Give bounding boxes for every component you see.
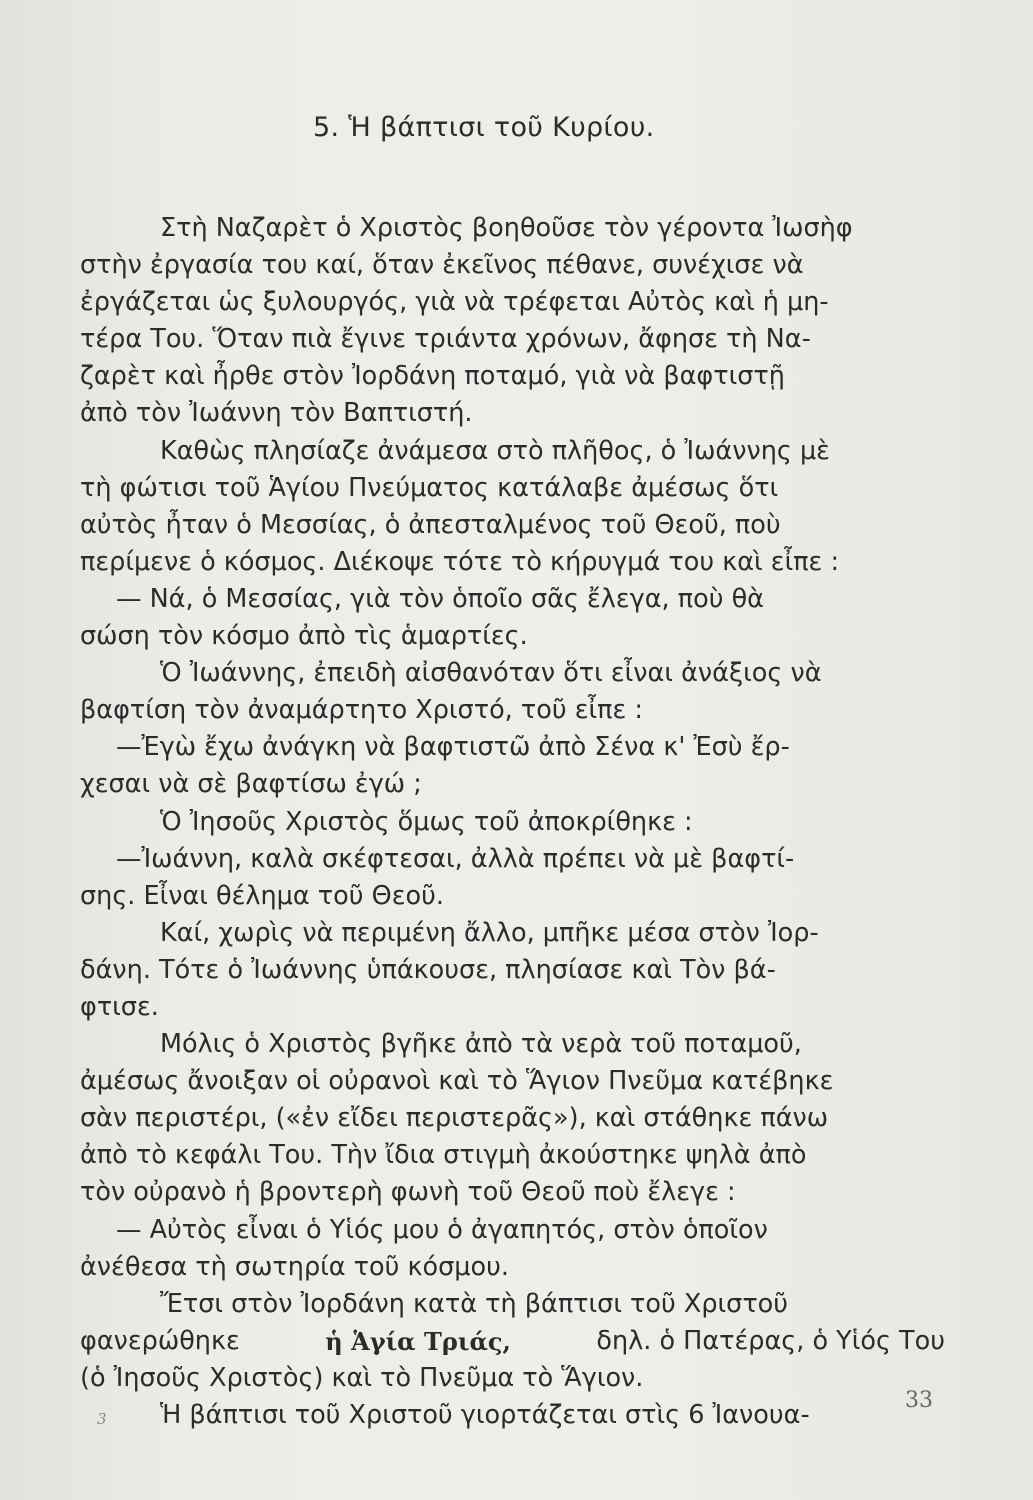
text-line: σώση τὸν κόσμο ἀπὸ τὶς ἁμαρτίες.	[80, 621, 528, 652]
text-line: τὸν οὐρανὸ ἡ βροντερὴ φωνὴ τοῦ Θεοῦ ποὺ ἔλεγε :	[80, 1177, 736, 1208]
text-line: βαφτίση τὸν ἀναμάρτητο Χριστό, τοῦ εἶπε :	[80, 695, 643, 726]
text-line: Στὴ Ναζαρὲτ ὁ Χριστὸς βοηθοῦσε τὸν γέροντα Ἰωσὴφ	[160, 213, 853, 243]
text-line: Ἡ βάπτισι τοῦ Χριστοῦ γιορτάζεται στὶς 6 Ἰανουα-	[160, 1400, 810, 1430]
text-line: ζαρὲτ καὶ ἦρθε στὸν Ἰορδάνη ποταμό, γιὰ νὰ βαφτιστῇ	[80, 361, 785, 392]
text-line: περίμενε ὁ κόσμος. Διέκοψε τότε τὸ κήρυγμά του καὶ εἶπε :	[80, 546, 840, 577]
text-line: — Νά, ὁ Μεσσίας, γιὰ τὸν ὁποῖο σᾶς ἔλεγα, ποὺ θὰ	[116, 583, 764, 614]
body-text	[80, 210, 945, 1434]
text-line: — Αὐτὸς εἶναι ὁ Υἱός μου ὁ ἀγαπητός, στὸν ὁποῖον	[116, 1214, 768, 1245]
text-line: Ὁ Ἰωάννης, ἐπειδὴ αἰσθανόταν ὅτι εἶναι ἀνάξιος νὰ	[160, 658, 822, 689]
text-line: —Ἰωάννη, καλὰ σκέφτεσαι, ἀλλὰ πρέπει νὰ μὲ βαφτί-	[116, 843, 795, 874]
text-line: στὴν ἐργασία του καί, ὅταν ἐκεῖνος πέθανε, συνέχισε νὰ	[80, 250, 804, 281]
text-line	[80, 1323, 945, 1360]
section-heading: 5. Ἡ βάπτισι τοῦ Κυρίου.	[313, 112, 655, 143]
text-line: Ἔτσι στὸν Ἰορδάνη κατὰ τὴ βάπτισι τοῦ Χριστοῦ	[160, 1288, 789, 1319]
text-line: ἀπὸ τὸ κεφάλι Του. Τὴν ἴδια στιγμὴ ἀκούστηκε ψηλὰ ἀπὸ	[80, 1140, 807, 1171]
text-line: φτισε.	[80, 991, 159, 1022]
text-line: ἀνέθεσα τὴ σωτηρία τοῦ κόσμου.	[80, 1251, 509, 1282]
text-segment: δηλ. ὁ Πατέρας, ὁ Υἱός Του	[596, 1325, 945, 1356]
text-line: ἀπὸ τὸν Ἰωάννη τὸν Βαπτιστή.	[80, 398, 473, 429]
text-line: σης. Εἶναι θέλημα τοῦ Θεοῦ.	[80, 880, 444, 911]
text-segment: φανερώθηκε	[80, 1325, 240, 1356]
signature-mark: 3	[97, 1410, 107, 1428]
text-line: (ὁ Ἰησοῦς Χριστὸς) καὶ τὸ Πνεῦμα τὸ Ἅγιον.	[80, 1362, 644, 1393]
text-line: χεσαι νὰ σὲ βαφτίσω ἐγώ ;	[80, 769, 422, 800]
text-line: —Ἐγὼ ἔχω ἀνάγκη νὰ βαφτιστῶ ἀπὸ Σένα κ' Ἐσὺ ἔρ-	[116, 732, 790, 763]
text-line: ἐργάζεται ὡς ξυλουργός, γιὰ νὰ τρέφεται Αὐτὸς καὶ ἡ μη-	[80, 287, 829, 318]
text-line: τὴ φώτισι τοῦ Ἁγίου Πνεύματος κατάλαβε ἀμέσως ὅτι	[80, 472, 779, 503]
text-line: ἀμέσως ἄνοιξαν οἱ οὐρανοὶ καὶ τὸ Ἅγιον Πνεῦμα κατέβηκε	[80, 1066, 834, 1097]
text-line: Ὁ Ἰησοῦς Χριστὸς ὅμως τοῦ ἀποκρίθηκε :	[160, 806, 693, 837]
text-line: τέρα Του. Ὅταν πιὰ ἔγινε τριάντα χρόνων, ἄφησε τὴ Να-	[80, 324, 811, 355]
page-number: 33	[905, 1388, 933, 1413]
text-line: αὐτὸς ἦταν ὁ Μεσσίας, ὁ ἀπεσταλμένος τοῦ Θεοῦ, ποὺ	[80, 509, 781, 540]
text-line: Μόλις ὁ Χριστὸς βγῆκε ἀπὸ τὰ νερὰ τοῦ ποταμοῦ,	[160, 1029, 802, 1060]
text-line: Καί, χωρὶς νὰ περιμένη ἄλλο, μπῆκε μέσα στὸν Ἰορ-	[160, 917, 819, 948]
text-line: δάνη. Τότε ὁ Ἰωάννης ὑπάκουσε, πλησίασε καὶ Τὸν βά-	[80, 954, 776, 985]
text-line: Καθὼς πλησίαζε ἀνάμεσα στὸ πλῆθος, ὁ Ἰωάννης μὲ	[160, 435, 830, 466]
text-line: σὰν περιστέρι, («ἐν εἴδει περιστερᾶς»), καὶ στάθηκε πάνω	[80, 1103, 829, 1134]
emphasis-holy-trinity: ἡ Ἁγία Τριάς,	[325, 1326, 511, 1356]
